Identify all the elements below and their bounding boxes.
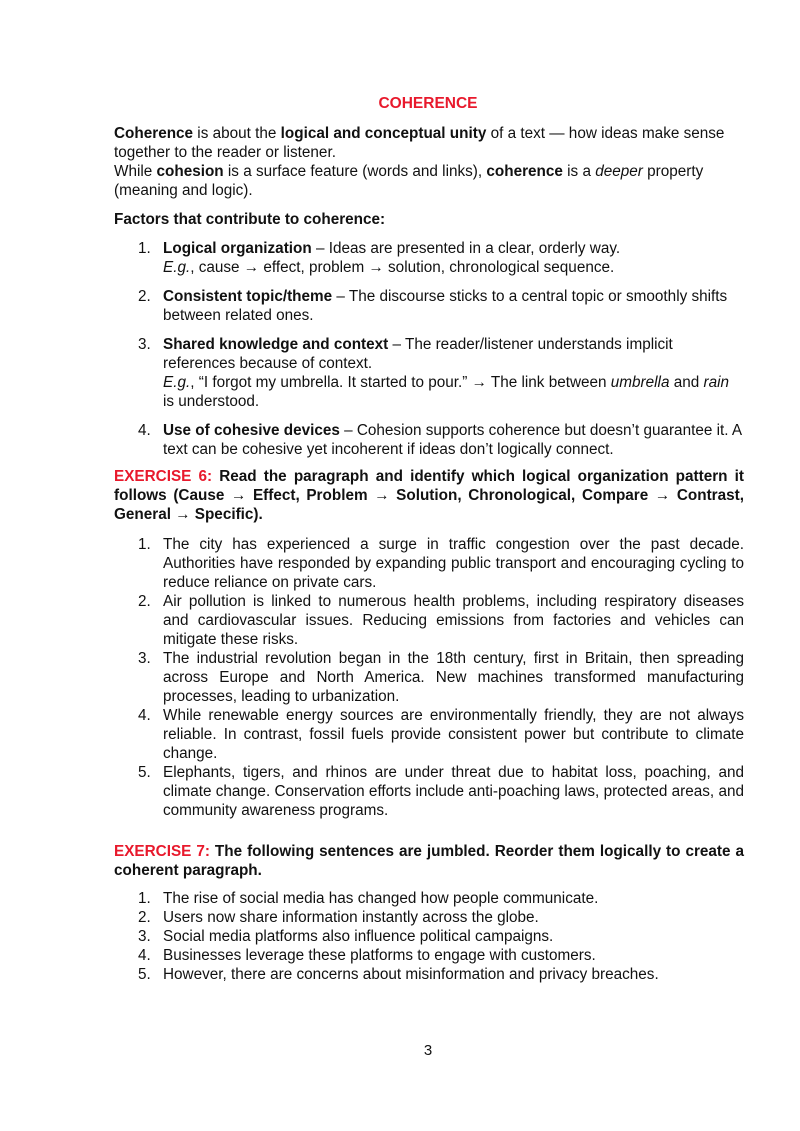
list-item — [114, 908, 744, 927]
factor-text: – The reader/listener understands implicit references because of context. — [163, 336, 673, 372]
list-item — [114, 706, 744, 763]
factors-list — [114, 239, 744, 459]
list-item — [114, 421, 744, 459]
list-number: 5. — [138, 764, 151, 781]
exercise-7-text: The following sentences are jumbled. Reorder them logically to create a coherent paragraph. — [114, 843, 744, 879]
exercise-6-instruction — [114, 467, 744, 524]
factor-title: Shared knowledge and context — [163, 336, 389, 353]
intro-text: is about the — [193, 125, 281, 142]
example-label: E.g. — [163, 259, 191, 276]
list-number: 4. — [138, 947, 151, 964]
list-item — [114, 592, 744, 649]
paragraph-text: The industrial revolution began in the 18th century, first in Britain, then spreading across Europe and North America. New machines transformed manufacturing processes, leading to urbanization. — [163, 650, 744, 705]
factor-text: – The discourse sticks to a central topic or smoothly shifts between related ones. — [163, 288, 728, 324]
list-number: 3. — [138, 336, 151, 353]
sentence-text: However, there are concerns about misinformation and privacy breaches. — [163, 966, 659, 983]
intro-term-coherence-2: coherence — [486, 163, 563, 180]
factors-heading: Factors that contribute to coherence: — [114, 211, 386, 228]
exercise-7-list — [114, 889, 744, 984]
example-label: E.g. — [163, 374, 191, 391]
sentence-text: Businesses leverage these platforms to engage with customers. — [163, 947, 596, 964]
example-term-umbrella: umbrella — [610, 374, 670, 391]
intro-text: is a surface feature (words and links), — [223, 163, 487, 180]
factor-title: Consistent topic/theme — [163, 288, 333, 305]
list-item — [114, 946, 744, 965]
intro-text: is a — [562, 163, 596, 180]
exercise-6-text: Read the paragraph and identify which logical organization pattern it follows (Cause → Effect, Problem → Solution, Chronological, Compare → Contrast, General → Specific). — [114, 468, 744, 523]
list-number: 2. — [138, 909, 151, 926]
intro-term-coherence: Coherence — [114, 125, 194, 142]
intro-term-cohesion: cohesion — [156, 163, 224, 180]
exercise-7-instruction — [114, 842, 744, 880]
list-number: 3. — [138, 650, 151, 667]
exercise-7-label: EXERCISE 7: — [114, 843, 210, 860]
list-number: 4. — [138, 707, 151, 724]
list-number: 1. — [138, 240, 151, 257]
factor-text: – Cohesion supports coherence but doesn’t guarantee it. A text can be cohesive yet incoherent if ideas don’t logically connect. — [163, 422, 742, 458]
list-item — [114, 649, 744, 706]
list-item — [114, 335, 744, 411]
exercise-6-label: EXERCISE 6: — [114, 468, 213, 485]
paragraph-text: Air pollution is linked to numerous health problems, including respiratory diseases and cardiovascular issues. Reducing emissions from factories and vehicles can mitigate these risks. — [163, 593, 744, 648]
list-number: 5. — [138, 966, 151, 983]
page-title: COHERENCE — [378, 95, 478, 112]
list-number: 3. — [138, 928, 151, 945]
paragraph-text: Elephants, tigers, and rhinos are under threat due to habitat loss, poaching, and climate change. Conservation efforts include anti-poaching laws, protected areas, and community awareness programs. — [163, 764, 744, 819]
intro-text: property (meaning and logic). — [114, 163, 704, 199]
list-number: 1. — [138, 536, 151, 553]
intro-term-unity: logical and conceptual unity — [280, 125, 487, 142]
list-number: 4. — [138, 422, 151, 439]
sentence-text: Users now share information instantly across the globe. — [163, 909, 539, 926]
example-text: , “I forgot my umbrella. It started to pour.” → The link between — [190, 374, 611, 391]
factor-title: Use of cohesive devices — [163, 422, 340, 439]
list-number: 2. — [138, 288, 151, 305]
list-item — [114, 535, 744, 592]
factor-text: – Ideas are presented in a clear, orderly way. — [311, 240, 621, 257]
sentence-text: The rise of social media has changed how people communicate. — [163, 890, 599, 907]
intro-text: of a text — how ideas make sense together to the reader or listener. — [114, 125, 725, 161]
example-text: and — [669, 374, 704, 391]
list-item — [114, 287, 744, 325]
list-item — [114, 239, 744, 277]
exercise-6-list — [114, 535, 744, 820]
list-item — [114, 889, 744, 908]
list-item — [114, 965, 744, 984]
example-term-rain: rain — [703, 374, 730, 391]
page-number: 3 — [423, 1042, 433, 1059]
list-item — [114, 927, 744, 946]
paragraph-text: The city has experienced a surge in traffic congestion over the past decade. Authorities have responded by expanding public transport and encouraging cycling to reduce reliance on private cars. — [163, 536, 744, 591]
example-text: is understood. — [163, 393, 260, 410]
intro-term-deeper: deeper — [595, 163, 643, 180]
sentence-text: Social media platforms also influence political campaigns. — [163, 928, 554, 945]
intro-text: While — [114, 163, 157, 180]
list-number: 2. — [138, 593, 151, 610]
paragraph-text: While renewable energy sources are environmentally friendly, they are not always reliable. In contrast, fossil fuels provide consistent power but contribute to climate change. — [163, 707, 744, 762]
intro-paragraph — [114, 124, 744, 200]
list-item — [114, 763, 744, 820]
example-text: , cause → effect, problem → solution, chronological sequence. — [190, 259, 615, 276]
list-number: 1. — [138, 890, 151, 907]
factor-title: Logical organization — [163, 240, 312, 257]
